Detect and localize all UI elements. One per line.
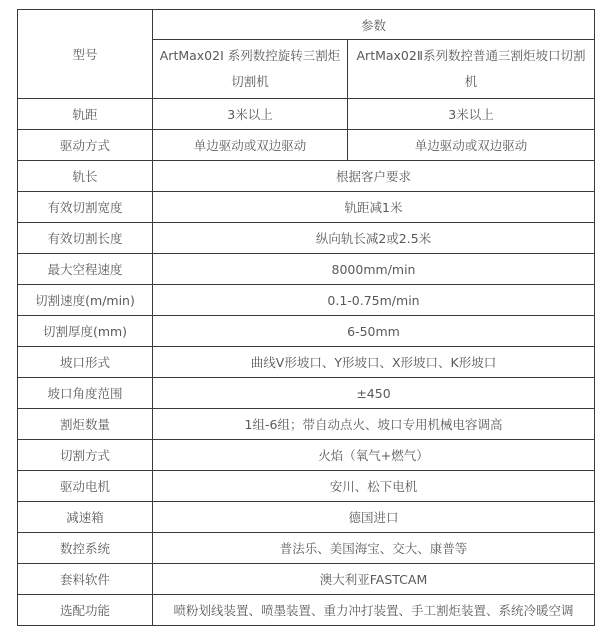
table-row (18, 223, 595, 254)
row-value: 0.1-0.75m/min (153, 285, 595, 316)
row-value-left: 3米以上 (153, 99, 348, 130)
model-header-cell: 型号 (18, 10, 153, 99)
row-label: 减速箱 (18, 502, 153, 533)
table-row (18, 378, 595, 409)
row-label: 选配功能 (18, 595, 153, 626)
table-row (18, 533, 595, 564)
table-row (18, 99, 595, 130)
row-value: 6-50mm (153, 316, 595, 347)
row-value: 澳大利亚FASTCAM (153, 564, 595, 595)
row-value: 普法乐、美国海宝、交大、康普等 (153, 533, 595, 564)
row-value: 根据客户要求 (153, 161, 595, 192)
row-label: 切割厚度(mm) (18, 316, 153, 347)
row-value: 火焰（氧气+燃气） (153, 440, 595, 471)
table-row (18, 130, 595, 161)
row-label: 有效切割宽度 (18, 192, 153, 223)
row-label: 轨距 (18, 99, 153, 130)
table-row (18, 254, 595, 285)
row-value: 喷粉划线装置、喷墨装置、重力冲打装置、手工割炬装置、系统冷暖空调 (153, 595, 595, 626)
row-value: ±450 (153, 378, 595, 409)
table-row (18, 285, 595, 316)
table-row (18, 409, 595, 440)
row-label: 套料软件 (18, 564, 153, 595)
row-value: 德国进口 (153, 502, 595, 533)
row-value: 8000mm/min (153, 254, 595, 285)
row-value: 1组-6组；带自动点火、坡口专用机械电容调高 (153, 409, 595, 440)
row-value: 曲线V形坡口、Y形坡口、X形坡口、K形坡口 (153, 347, 595, 378)
table-row (18, 316, 595, 347)
table-row (18, 192, 595, 223)
table-row (18, 564, 595, 595)
table-row (18, 161, 595, 192)
row-value-right: 3米以上 (348, 99, 595, 130)
row-label: 割炬数量 (18, 409, 153, 440)
row-label: 切割速度(m/min) (18, 285, 153, 316)
table-row (18, 471, 595, 502)
row-label: 有效切割长度 (18, 223, 153, 254)
row-label: 驱动电机 (18, 471, 153, 502)
table-row (18, 347, 595, 378)
row-value-left: 单边驱动或双边驱动 (153, 130, 348, 161)
model-name-left: ArtMax02Ⅰ 系列数控旋转三割炬切割机 (153, 40, 348, 99)
table-row (18, 440, 595, 471)
row-label: 数控系统 (18, 533, 153, 564)
row-label: 切割方式 (18, 440, 153, 471)
row-label: 坡口形式 (18, 347, 153, 378)
table-row (18, 595, 595, 626)
spec-table (17, 9, 595, 626)
row-label: 驱动方式 (18, 130, 153, 161)
row-value: 安川、松下电机 (153, 471, 595, 502)
row-label: 最大空程速度 (18, 254, 153, 285)
row-value-right: 单边驱动或双边驱动 (348, 130, 595, 161)
row-value: 纵向轨长减2或2.5米 (153, 223, 595, 254)
table-row (18, 502, 595, 533)
header-row-params (18, 10, 595, 40)
row-value: 轨距减1米 (153, 192, 595, 223)
model-name-right: ArtMax02Ⅱ系列数控普通三割炬坡口切割机 (348, 40, 595, 99)
params-header-cell: 参数 (153, 10, 595, 40)
row-label: 坡口角度范围 (18, 378, 153, 409)
row-label: 轨长 (18, 161, 153, 192)
